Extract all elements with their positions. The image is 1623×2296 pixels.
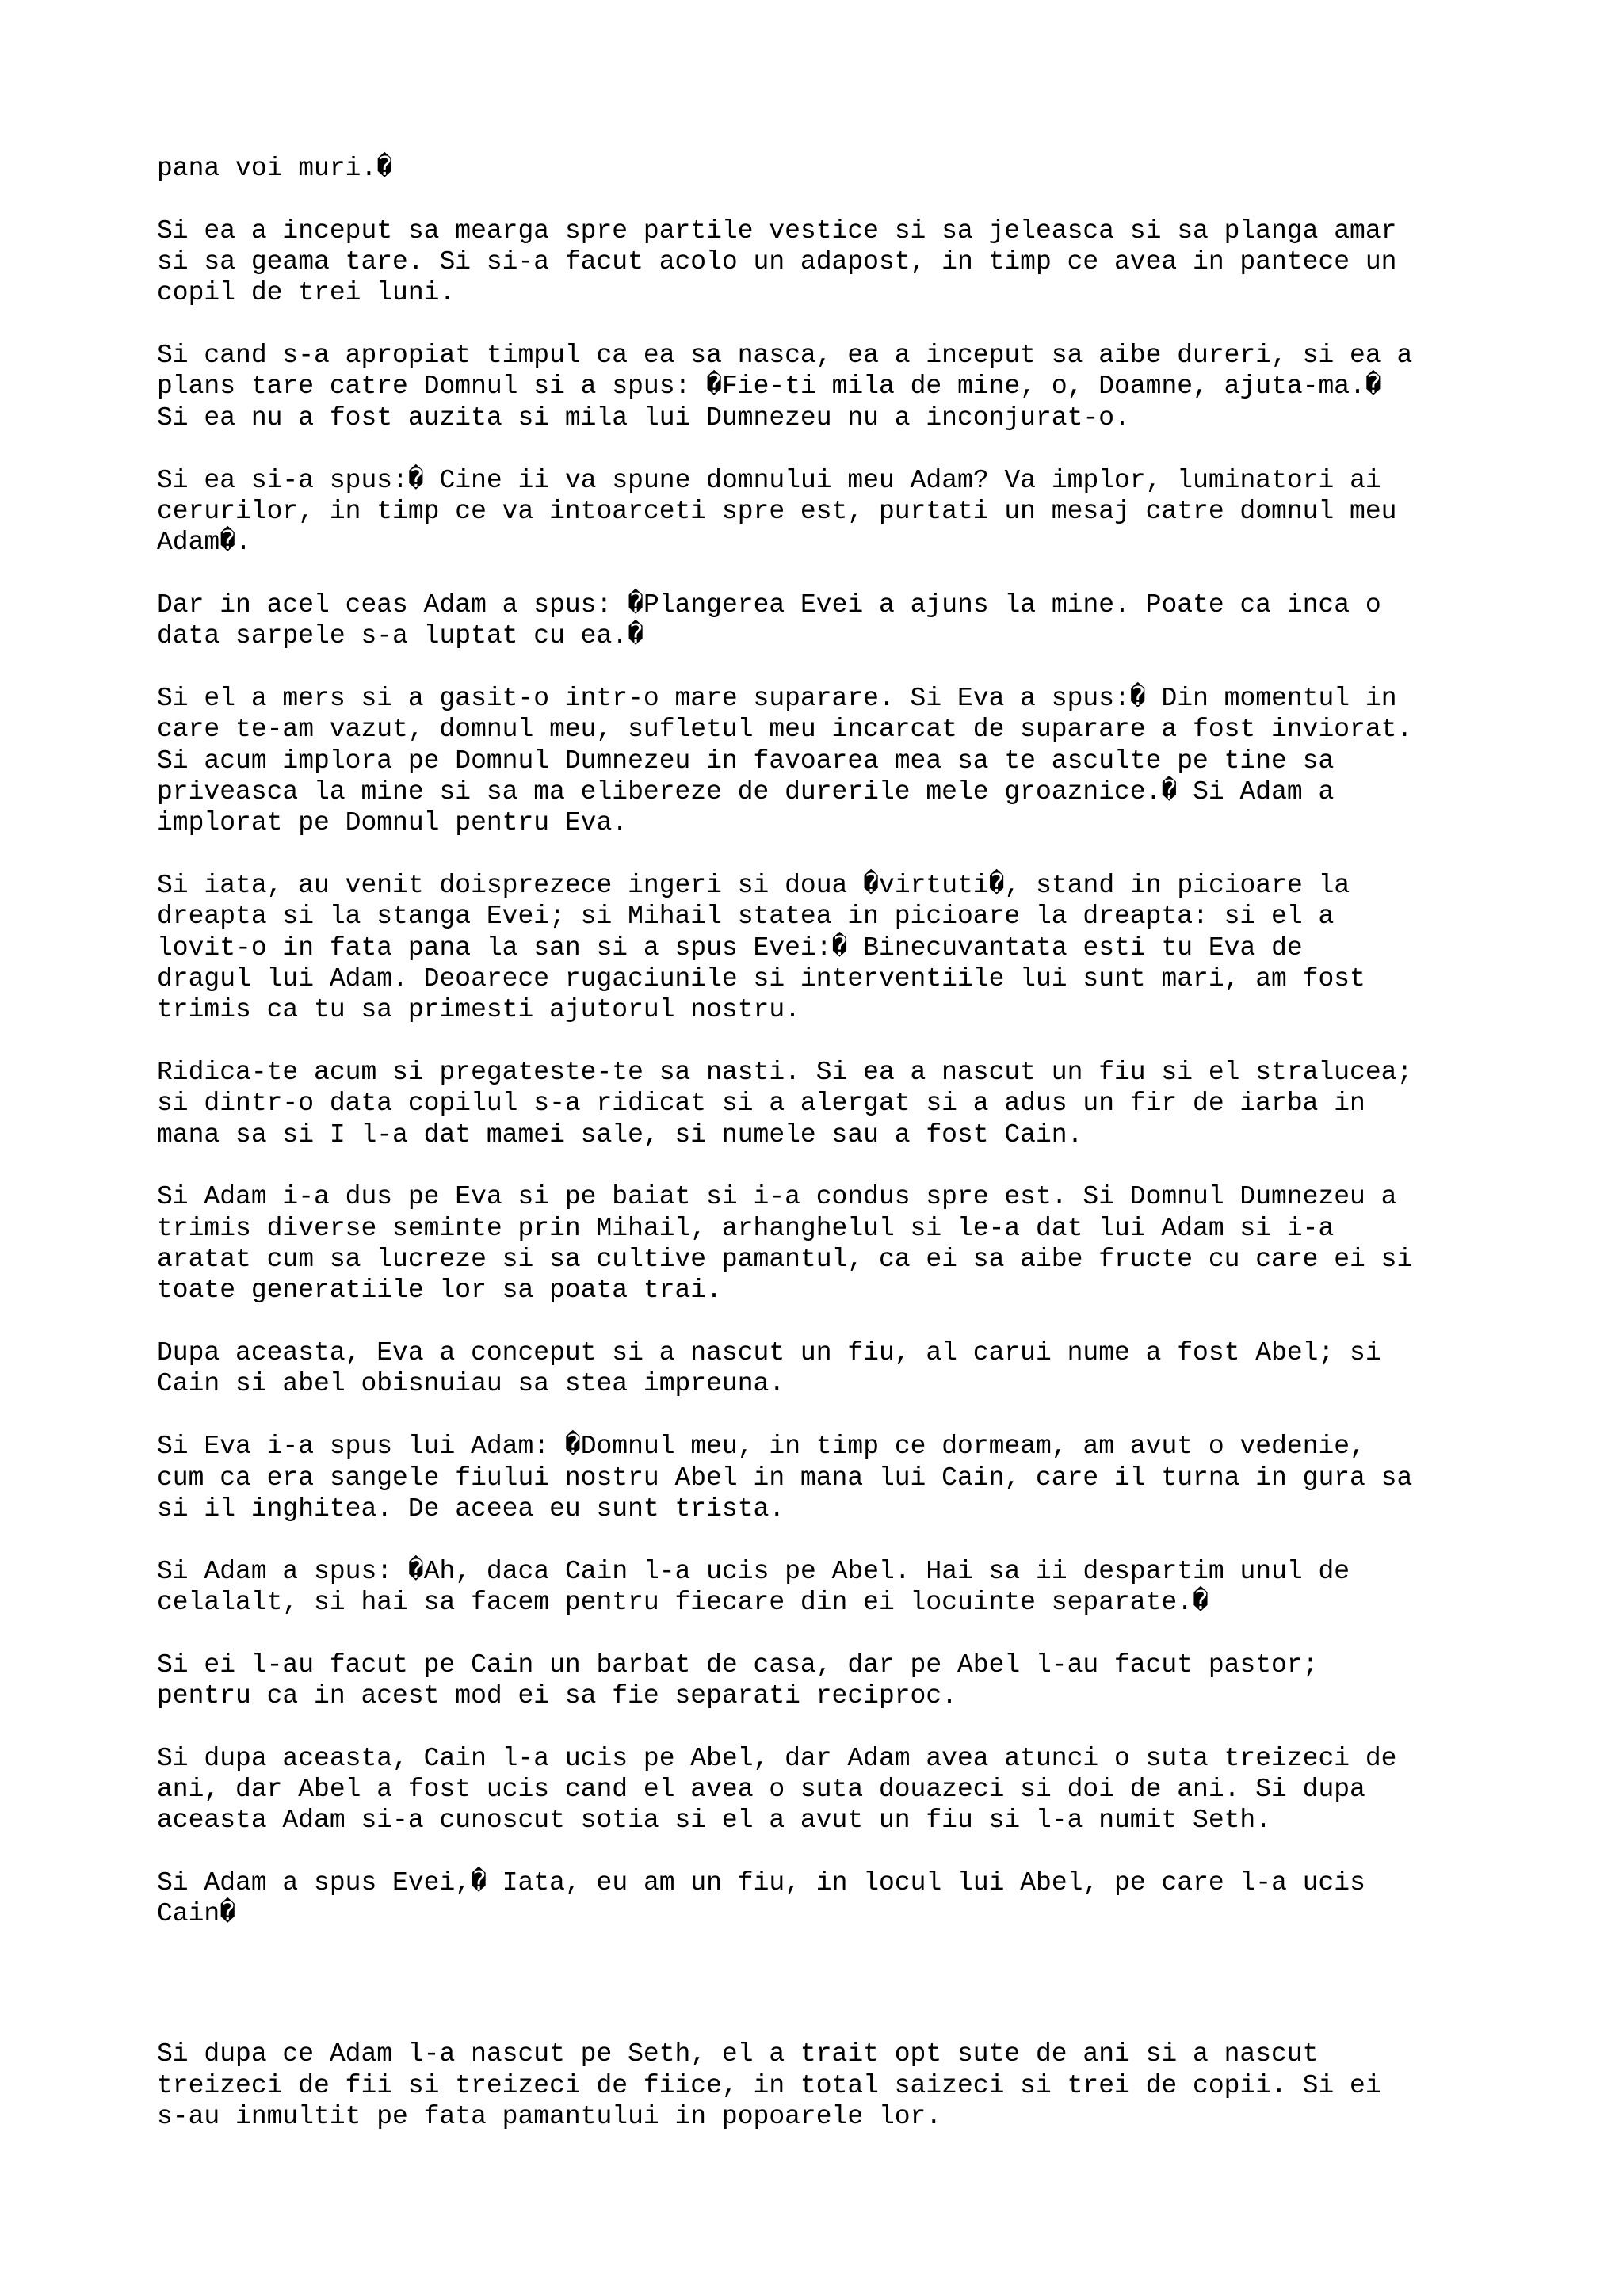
paragraph-1 (157, 153, 1488, 184)
text-line: Si iata, au venit doisprezece ingeri si doua �virtuti�, stand in picioare la (157, 871, 1350, 901)
text-line: Si Adam a spus Evei,� Iata, eu am un fiu, in locul lui Abel, pe care l-a ucis (157, 1868, 1365, 1898)
text-line: s-au inmultit pe fata pamantului in popoarele lor. (157, 2101, 942, 2131)
text-line: si il inghitea. De aceea eu sunt trista. (157, 1493, 785, 1524)
text-line: Si ea a inceput sa mearga spre partile vestice si sa jeleasca si sa planga amar (157, 215, 1397, 246)
paragraph-9 (157, 1181, 1488, 1306)
text-line: Si dupa aceasta, Cain l-a ucis pe Abel, dar Adam avea atunci o suta treizeci de (157, 1743, 1397, 1773)
paragraph-7 (157, 870, 1488, 1025)
text-line: Dupa aceasta, Eva a conceput si a nascut un fiu, al carui nume a fost Abel; si (157, 1338, 1381, 1368)
text-line: priveasca la mine si sa ma elibereze de durerile mele groaznice.� Si Adam a (157, 776, 1335, 807)
text-line: si dintr-o data copilul s-a ridicat si a alergat si a adus un fir de iarba in (157, 1089, 1365, 1119)
text-line: ani, dar Abel a fost ucis cand el avea o suta douazeci si doi de ani. Si dupa (157, 1775, 1365, 1805)
text-line: data sarpele s-a luptat cu ea.� (157, 621, 643, 651)
paragraph-8 (157, 1057, 1488, 1150)
paragraph-11 (157, 1431, 1488, 1524)
text-line: Si cand s-a apropiat timpul ca ea sa nasca, ea a inceput sa aibe dureri, si ea a (157, 341, 1413, 371)
paragraph-6 (157, 683, 1488, 838)
text-line: toate generatiile lor sa poata trai. (157, 1276, 722, 1306)
text-line: Si ea nu a fost auzita si mila lui Dumnezeu nu a inconjurat-o. (157, 402, 1130, 433)
text-line: plans tare catre Domnul si a spus: �Fie-ti mila de mine, o, Doamne, ajuta-ma.� (157, 372, 1381, 402)
text-line: Si ea si-a spus:� Cine ii va spune domnului meu Adam? Va implor, luminatori ai (157, 465, 1381, 495)
paragraph-2 (157, 215, 1488, 309)
blank-space (157, 1961, 1488, 2039)
text-line: pentru ca in acest mod ei sa fie separati reciproc. (157, 1680, 957, 1711)
text-line: aceasta Adam si-a cunoscut sotia si el a avut un fiu si l-a numit Seth. (157, 1806, 1272, 1836)
text-line: cum ca era sangele fiului nostru Abel in mana lui Cain, care il turna in gura sa (157, 1463, 1413, 1493)
text-line: mana sa si I l-a dat mamei sale, si numele sau a fost Cain. (157, 1119, 1083, 1150)
text-line: Si dupa ce Adam l-a nascut pe Seth, el a trait opt sute de ani si a nascut (157, 2039, 1319, 2069)
text-line: dreapta si la stanga Evei; si Mihail statea in picioare la dreapta: si el a (157, 902, 1335, 932)
paragraph-4 (157, 465, 1488, 559)
text-line: Cain� (157, 1899, 236, 1929)
paragraph-13 (157, 1650, 1488, 1712)
text-line: cerurilor, in timp ce va intoarceti spre est, purtati un mesaj catre domnul meu (157, 496, 1397, 526)
text-line: Cain si abel obisnuiau sa stea impreuna. (157, 1369, 785, 1399)
text-line: trimis diverse seminte prin Mihail, arhanghelul si le-a dat lui Adam si i-a (157, 1213, 1335, 1243)
text-line: Si Eva i-a spus lui Adam: �Domnul meu, in timp ce dormeam, am avut o vedenie, (157, 1432, 1365, 1462)
text-line: trimis ca tu sa primesti ajutorul nostru. (157, 995, 800, 1025)
paragraph-16 (157, 2039, 1488, 2132)
text-line: pana voi muri.� (157, 154, 393, 183)
text-line: aratat cum sa lucreze si sa cultive pamantul, ca ei sa aibe fructe cu care ei si (157, 1245, 1413, 1275)
text-line: Dar in acel ceas Adam a spus: �Plangerea Evei a ajuns la mine. Poate ca inca o (157, 589, 1381, 620)
paragraph-14 (157, 1743, 1488, 1836)
text-line: Si ei l-au facut pe Cain un barbat de casa, dar pe Abel l-au facut pastor; (157, 1650, 1319, 1680)
text-line: lovit-o in fata pana la san si a spus Evei:� Binecuvantata esti tu Eva de (157, 933, 1303, 963)
paragraph-12 (157, 1556, 1488, 1619)
paragraph-15 (157, 1867, 1488, 1930)
paragraph-3 (157, 340, 1488, 433)
text-line: Si acum implora pe Domnul Dumnezeu in favoarea mea sa te asculte pe tine sa (157, 746, 1335, 776)
text-line: si sa geama tare. Si si-a facut acolo un adapost, in timp ce avea in pantece un (157, 247, 1397, 277)
text-line: treizeci de fii si treizeci de fiice, in total saizeci si trei de copii. Si ei (157, 2070, 1381, 2100)
text-line: Si Adam a spus: �Ah, daca Cain l-a ucis pe Abel. Hai sa ii despartim unul de (157, 1556, 1350, 1586)
text-line: Adam�. (157, 528, 251, 558)
text-line: celalalt, si hai sa facem pentru fiecare din ei locuinte separate.� (157, 1587, 1209, 1617)
text-line: care te-am vazut, domnul meu, sufletul meu incarcat de suparare a fost inviorat. (157, 715, 1413, 745)
document-body (157, 153, 1488, 2164)
text-line: Ridica-te acum si pregateste-te sa nasti. Si ea a nascut un fiu si el stralucea; (157, 1058, 1413, 1088)
paragraph-10 (157, 1337, 1488, 1400)
text-line: copil de trei luni. (157, 278, 456, 308)
text-line: Si el a mers si a gasit-o intr-o mare suparare. Si Eva a spus:� Din momentul in (157, 684, 1397, 714)
text-line: dragul lui Adam. Deoarece rugaciunile si interventiile lui sunt mari, am fost (157, 963, 1365, 994)
text-line: Si Adam i-a dus pe Eva si pe baiat si i-a condus spre est. Si Domnul Dumnezeu a (157, 1182, 1397, 1212)
paragraph-5 (157, 589, 1488, 652)
text-line: implorat pe Domnul pentru Eva. (157, 808, 628, 838)
